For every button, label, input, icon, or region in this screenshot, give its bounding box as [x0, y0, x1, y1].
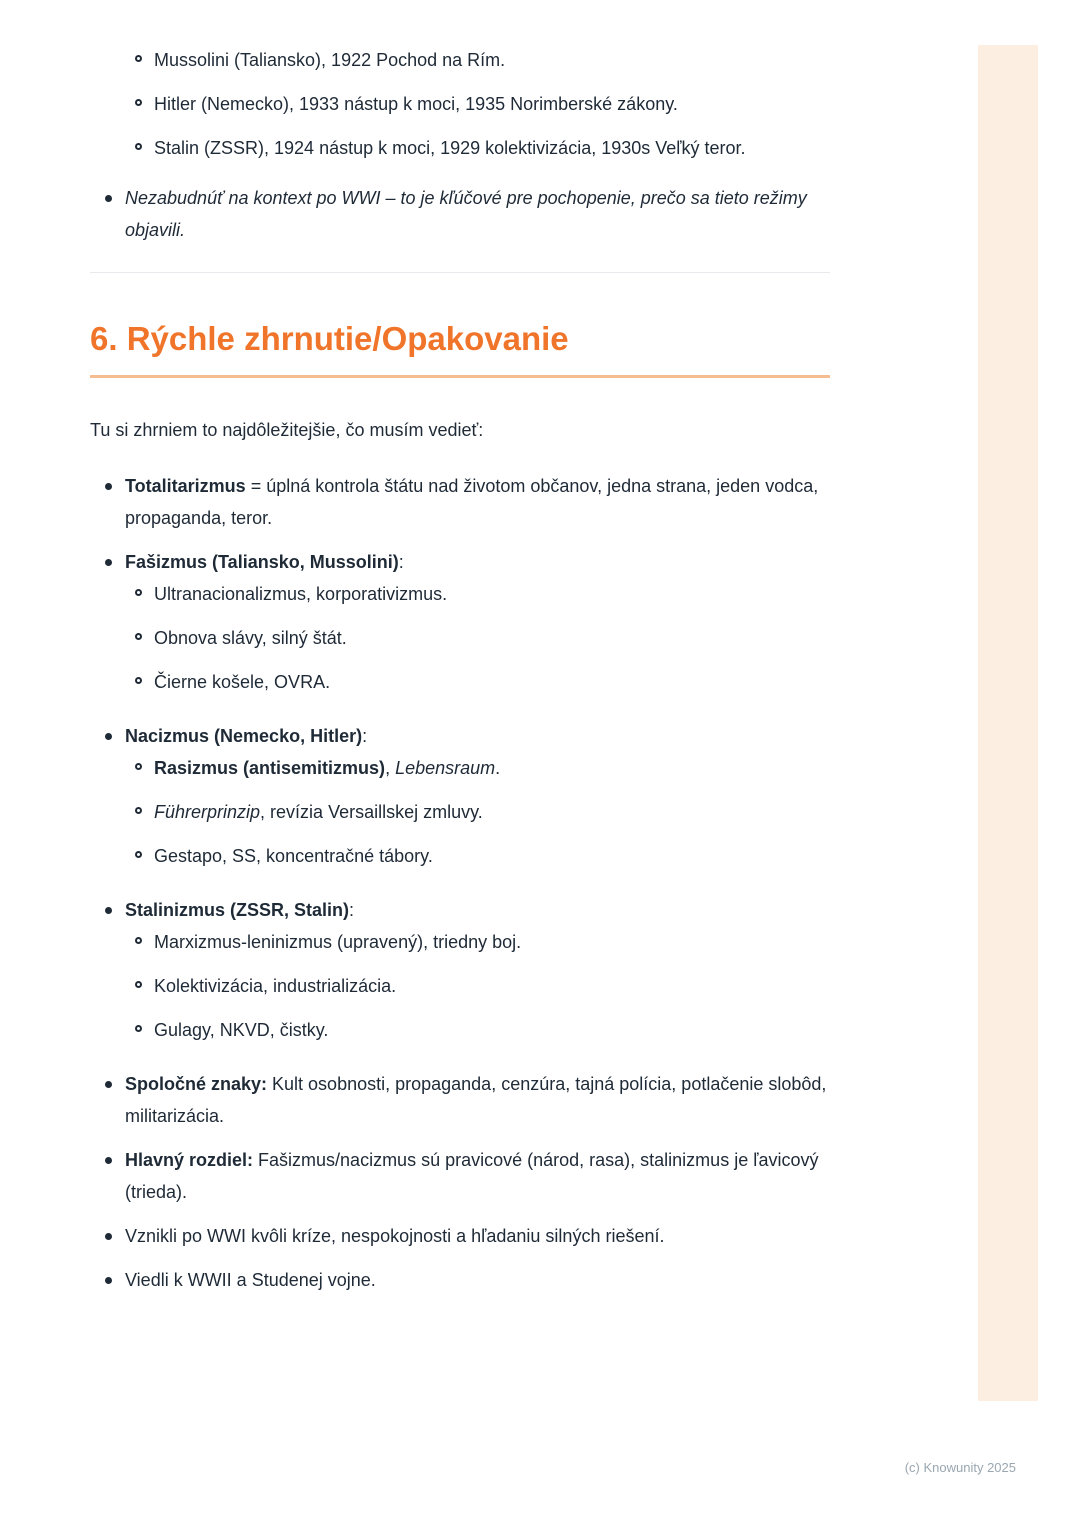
- sub-item-text: Marxizmus-leninizmus (upravený), triedny boj.: [154, 932, 522, 952]
- circle-bullet-icon: [135, 633, 142, 640]
- list-item-body: [125, 720, 830, 884]
- sub-item: [135, 796, 830, 828]
- sub-item-text: Čierne košele, OVRA.: [154, 672, 331, 692]
- list-item-body: [125, 546, 830, 710]
- disc-bullet-icon: [105, 907, 112, 914]
- list-item-text: Stalin (ZSSR), 1924 nástup k moci, 1929 kolektivizácia, 1930s Veľký teror.: [154, 138, 746, 158]
- note-text: Nezabudnúť na kontext po WWI – to je kľúčové pre pochopenie, prečo sa tieto režimy objavili.: [125, 188, 807, 240]
- circle-bullet-icon: [135, 677, 142, 684]
- sub-rest: , revízia Versaillskej zmluvy.: [260, 802, 483, 822]
- list-item-totalitarizmus: [105, 470, 830, 534]
- list-item-stalinizmus: [105, 894, 830, 1058]
- term-bold: Nacizmus (Nemecko, Hitler): [125, 726, 363, 746]
- disc-bullet-icon: [105, 1233, 112, 1240]
- circle-bullet-icon: [135, 763, 142, 770]
- circle-bullet-icon: [135, 589, 142, 596]
- sub-item-text: [154, 752, 830, 784]
- list-item-mussolini: [135, 44, 830, 76]
- sub-item-text: [154, 796, 830, 828]
- term-rest: :: [362, 726, 368, 746]
- list-item-text: Viedli k WWII a Studenej vojne.: [125, 1270, 376, 1290]
- term-rest: = úplná kontrola štátu nad životom občanov, jedna strana, jeden vodca, propaganda, teror.: [125, 476, 819, 528]
- term-rest: Fašizmus/nacizmus sú pravicové (národ, rasa), stalinizmus je ľavicový (trieda).: [125, 1150, 819, 1202]
- sub-item: [135, 840, 830, 872]
- disc-bullet-icon: [105, 1157, 112, 1164]
- term-bold: Stalinizmus (ZSSR, Stalin): [125, 900, 350, 920]
- disc-bullet-icon: [105, 195, 112, 202]
- term-rest: :: [398, 552, 404, 572]
- sub-item-text: Gulagy, NKVD, čistky.: [154, 1020, 329, 1040]
- right-margin-stripe: [978, 45, 1038, 1401]
- copyright-footer: (c) Knowunity 2025: [904, 1460, 1016, 1475]
- circle-bullet-icon: [135, 143, 142, 150]
- term-rest: Kult osobnosti, propaganda, cenzúra, tajná polícia, potlačenie slobôd, militarizácia.: [125, 1074, 827, 1126]
- disc-bullet-icon: [105, 1081, 112, 1088]
- list-item-nacizmus: [105, 720, 830, 884]
- circle-bullet-icon: [135, 99, 142, 106]
- list-item-body: [125, 470, 830, 534]
- sub-item-text: Obnova slávy, silný štát.: [154, 628, 347, 648]
- list-item-hitler: [135, 88, 830, 120]
- sub-item: [135, 622, 830, 654]
- list-item-viedli: [105, 1264, 830, 1296]
- section-divider: [90, 272, 830, 273]
- term-line: [125, 720, 830, 752]
- term-bold: Totalitarizmus: [125, 476, 246, 496]
- list-item-note: [105, 182, 830, 246]
- sub-mid: ,: [385, 758, 396, 778]
- disc-bullet-icon: [105, 559, 112, 566]
- section-heading: 6. Rýchle zhrnutie/Opakovanie: [90, 319, 830, 378]
- summary-list: [90, 470, 830, 1296]
- regime-dates-sublist: [90, 44, 830, 164]
- circle-bullet-icon: [135, 937, 142, 944]
- list-item-fasizmus: [105, 546, 830, 710]
- list-item-body: [125, 894, 830, 1058]
- term-rest: :: [349, 900, 355, 920]
- disc-bullet-icon: [105, 1277, 112, 1284]
- fasizmus-sublist: [135, 578, 830, 698]
- list-item-text: Mussolini (Taliansko), 1922 Pochod na Rím.: [154, 50, 506, 70]
- disc-bullet-icon: [105, 483, 112, 490]
- circle-bullet-icon: [135, 807, 142, 814]
- circle-bullet-icon: [135, 1025, 142, 1032]
- nacizmus-sublist: [135, 752, 830, 872]
- circle-bullet-icon: [135, 851, 142, 858]
- sub-item: [135, 752, 830, 784]
- sub-item-text: Ultranacionalizmus, korporativizmus.: [154, 584, 448, 604]
- list-item-spolocne-znaky: [105, 1068, 830, 1132]
- term-line: [125, 894, 830, 926]
- sub-item: [135, 666, 830, 698]
- sub-end: .: [495, 758, 501, 778]
- list-item-text: Hitler (Nemecko), 1933 nástup k moci, 1935 Norimberské zákony.: [154, 94, 678, 114]
- circle-bullet-icon: [135, 55, 142, 62]
- list-item-body: [125, 1144, 830, 1208]
- list-item-hlavny-rozdiel: [105, 1144, 830, 1208]
- sub-item-text: Gestapo, SS, koncentračné tábory.: [154, 846, 433, 866]
- sub-item: [135, 926, 830, 958]
- term-bold: Hlavný rozdiel:: [125, 1150, 254, 1170]
- list-item-stalin: [135, 132, 830, 164]
- sub-item: [135, 578, 830, 610]
- document-content: [90, 44, 830, 1308]
- context-note-list: [90, 182, 830, 246]
- disc-bullet-icon: [105, 733, 112, 740]
- section-intro: Tu si zhrniem to najdôležitejšie, čo musím vedieť:: [90, 420, 484, 440]
- circle-bullet-icon: [135, 981, 142, 988]
- list-item-body: [125, 1068, 830, 1132]
- term-line: [125, 546, 830, 578]
- stalinizmus-sublist: [135, 926, 830, 1046]
- list-item-text: Vznikli po WWI kvôli kríze, nespokojnosti a hľadaniu silných riešení.: [125, 1226, 665, 1246]
- term-bold: Fašizmus (Taliansko, Mussolini): [125, 552, 399, 572]
- list-item-vznik: [105, 1220, 830, 1252]
- sub-italic: Lebensraum: [395, 758, 496, 778]
- sub-italic: Führerprinzip: [154, 802, 261, 822]
- term-bold: Spoločné znaky:: [125, 1074, 268, 1094]
- sub-item-text: Kolektivizácia, industrializácia.: [154, 976, 397, 996]
- sub-item: [135, 1014, 830, 1046]
- sub-bold: Rasizmus (antisemitizmus): [154, 758, 386, 778]
- sub-item: [135, 970, 830, 1002]
